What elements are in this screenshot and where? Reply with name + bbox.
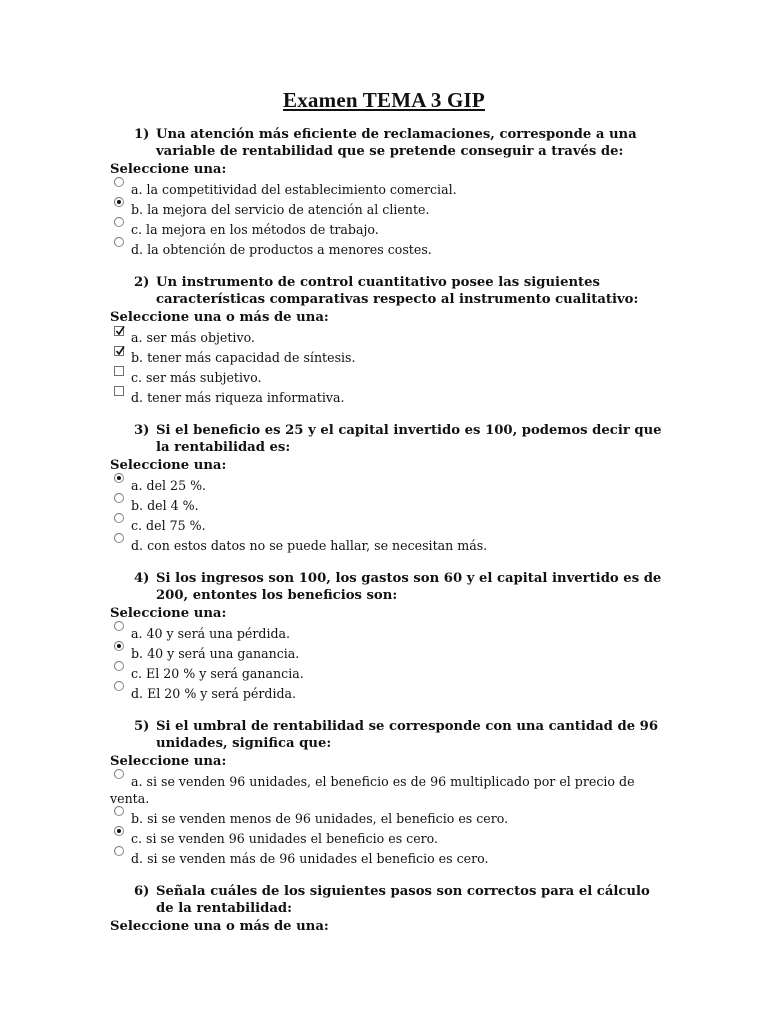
question-1 (110, 126, 670, 258)
radio-button[interactable] (114, 621, 124, 631)
radio-button-selected[interactable] (114, 826, 124, 836)
option-d[interactable]: d. con estos datos no se puede hallar, se necesitan más. (110, 537, 670, 554)
option-b[interactable]: b. si se venden menos de 96 unidades, el beneficio es cero. (110, 810, 670, 827)
checkbox[interactable] (114, 386, 124, 396)
radio-button[interactable] (114, 237, 124, 247)
question-number: 3) (134, 423, 150, 438)
question-text: 3) Si el beneficio es 25 y el capital invertido es 100, podemos decir que la rentabilidad es: (134, 423, 662, 455)
selection-prompt: Seleccione una: (110, 754, 227, 769)
option-b[interactable]: b. la mejora del servicio de atención al cliente. (110, 201, 670, 218)
radio-button[interactable] (114, 177, 124, 187)
selection-prompt: Seleccione una o más de una: (110, 310, 329, 325)
option-c[interactable]: c. del 75 %. (110, 517, 670, 534)
option-c[interactable]: c. ser más subjetivo. (110, 369, 670, 386)
checkmark-icon (115, 346, 125, 356)
radio-button[interactable] (114, 681, 124, 691)
radio-button[interactable] (114, 846, 124, 856)
option-b[interactable]: b. del 4 %. (110, 497, 670, 514)
question-text: 6) Señala cuáles de los siguientes pasos son correctos para el cálculo de la rentabilidad: (134, 884, 650, 916)
option-d[interactable]: d. tener más riqueza informativa. (110, 389, 670, 406)
option-d[interactable]: d. la obtención de productos a menores costes. (110, 241, 670, 258)
option-a[interactable]: a. si se venden 96 unidades, el beneficio es de 96 multiplicado por el precio de venta. (110, 773, 670, 807)
radio-button[interactable] (114, 533, 124, 543)
selection-prompt: Seleccione una: (110, 458, 227, 473)
selection-prompt: Seleccione una: (110, 162, 227, 177)
option-c[interactable]: c. si se venden 96 unidades el beneficio es cero. (110, 830, 670, 847)
selection-prompt: Seleccione una: (110, 606, 227, 621)
option-a[interactable]: a. 40 y será una pérdida. (110, 625, 670, 642)
option-d[interactable]: d. El 20 % y será pérdida. (110, 685, 670, 702)
question-number: 2) (134, 275, 150, 290)
checkbox[interactable] (114, 366, 124, 376)
radio-button[interactable] (114, 769, 124, 779)
question-4 (110, 570, 670, 702)
checkbox-checked[interactable] (114, 346, 124, 356)
question-text: 5) Si el umbral de rentabilidad se corresponde con una cantidad de 96 unidades, significa que: (134, 719, 659, 751)
radio-button-selected[interactable] (114, 641, 124, 651)
option-b[interactable]: b. 40 y será una ganancia. (110, 645, 670, 662)
radio-button[interactable] (114, 513, 124, 523)
option-c[interactable]: c. El 20 % y será ganancia. (110, 665, 670, 682)
question-number: 6) (134, 884, 150, 899)
question-5 (110, 718, 670, 867)
option-d[interactable]: d. si se venden más de 96 unidades el beneficio es cero. (110, 850, 670, 867)
question-3 (110, 422, 670, 554)
checkbox-checked[interactable] (114, 326, 124, 336)
question-text: 4) Si los ingresos son 100, los gastos son 60 y el capital invertido es de 200, entontes los beneficios son: (134, 571, 662, 603)
option-a[interactable]: a. la competitividad del establecimiento comercial. (110, 181, 670, 198)
question-number: 5) (134, 719, 150, 734)
question-text: 1) Una atención más eficiente de reclamaciones, corresponde a una variable de rentabilidad que se pretende conseguir a través de: (134, 127, 637, 159)
page-title: Examen TEMA 3 GIP (283, 88, 485, 112)
checkmark-icon (115, 326, 125, 336)
option-a[interactable]: a. ser más objetivo. (110, 329, 670, 346)
option-b[interactable]: b. tener más capacidad de síntesis. (110, 349, 670, 366)
question-text: 2) Un instrumento de control cuantitativo posee las siguientes características comparativas respecto al instrumento cualitativo: (134, 275, 639, 307)
question-number: 1) (134, 127, 150, 142)
selection-prompt: Seleccione una o más de una: (110, 919, 329, 934)
question-6 (110, 883, 670, 935)
option-c[interactable]: c. la mejora en los métodos de trabajo. (110, 221, 670, 238)
option-a[interactable]: a. del 25 %. (110, 477, 670, 494)
radio-button[interactable] (114, 661, 124, 671)
radio-button[interactable] (114, 806, 124, 816)
radio-button[interactable] (114, 493, 124, 503)
radio-button[interactable] (114, 217, 124, 227)
question-2 (110, 274, 670, 406)
radio-button-selected[interactable] (114, 197, 124, 207)
question-number: 4) (134, 571, 150, 586)
radio-button-selected[interactable] (114, 473, 124, 483)
